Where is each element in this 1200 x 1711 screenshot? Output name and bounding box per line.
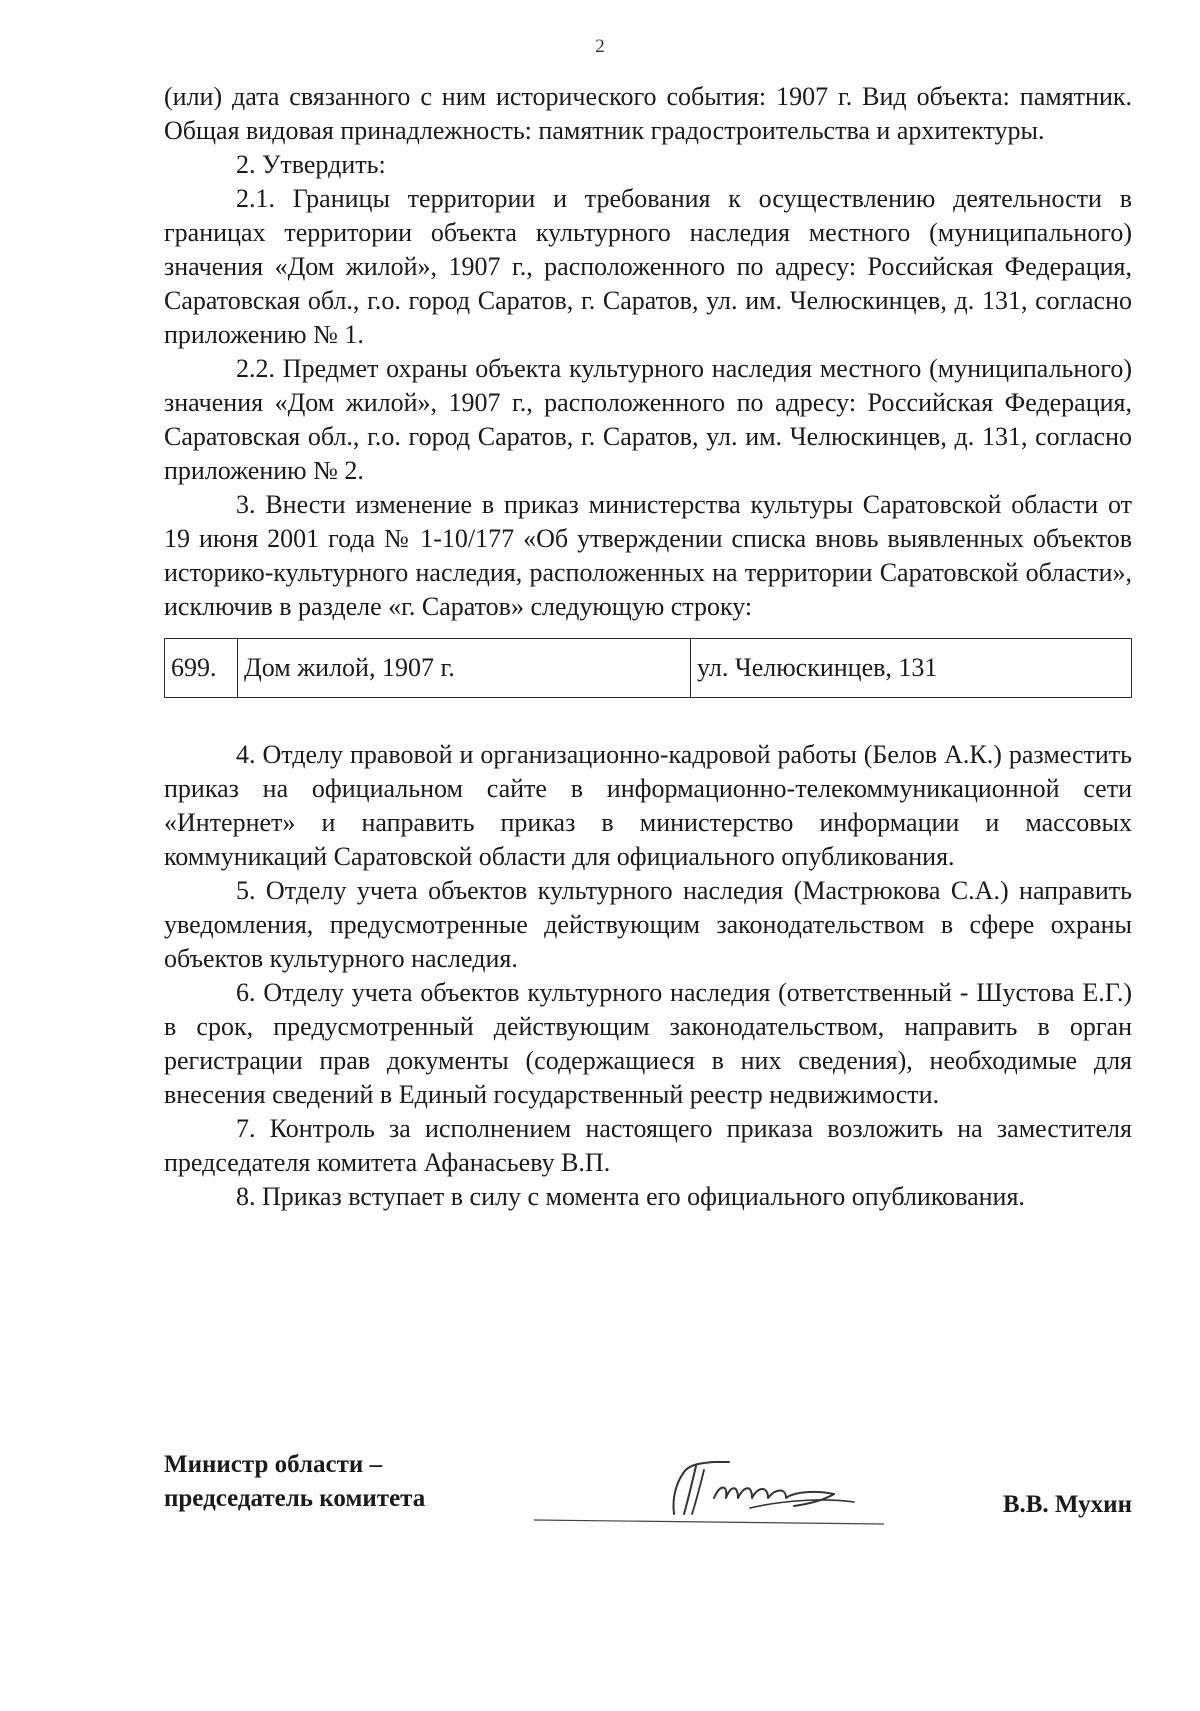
table-cell-address: ул. Челюскинцев, 131: [691, 639, 1132, 698]
paragraph-item-2: 2. Утвердить:: [236, 150, 386, 179]
table-cell-name: Дом жилой, 1907 г.: [238, 639, 691, 698]
table-cell-number: 699.: [165, 639, 238, 698]
excluded-object-table: [164, 638, 1132, 698]
paragraph-item-3: 3. Внести изменение в приказ министерства культуры Саратовской области от 19 июня 2001 года № 1-10/177 «Об утверждении списка вновь выявленных объектов историко-культурного наследия, расположенных на территории Саратовской области», исключив в разделе «г. Саратов» следующую строку:: [164, 490, 1132, 621]
paragraph-item-8: 8. Приказ вступает в силу с момента его официального опубликования.: [236, 1182, 1025, 1211]
page-number: 2: [595, 36, 605, 57]
signatory-title: [164, 1448, 425, 1516]
signatory-title-line-2: председатель комитета: [164, 1485, 426, 1512]
paragraph-item-6: 6. Отделу учета объектов культурного наследия (ответственный - Шустова Е.Г.) в срок, предусмотренный действующим законодательством, направить в орган регистрации прав документы (содержащиеся в них сведения), необходимые для внесения сведений в Единый государственный реестр недвижимости.: [164, 978, 1132, 1109]
signatory-name: В.В. Мухин: [1002, 1491, 1132, 1518]
table-row: [165, 639, 1132, 698]
paragraph-continuation: (или) дата связанного с ним исторического события: 1907 г. Вид объекта: памятник. Общая видовая принадлежность: памятник градостроительства и архитектуры.: [164, 82, 1132, 145]
document-body: [164, 80, 1132, 1214]
handwritten-signature: [524, 1448, 894, 1528]
paragraph-item-2-1: 2.1. Границы территории и требования к осуществлению деятельности в границах территории объекта культурного наследия местного (муниципального) значения «Дом жилой», 1907 г., расположенного по адресу: Российская Федерация, Саратовская обл., г.о. город Саратов, г. Саратов, ул. им. Челюскинцев, д. 131, согласно приложению № 1.: [164, 184, 1132, 349]
paragraph-item-2-2: 2.2. Предмет охраны объекта культурного наследия местного (муниципального) значения «Дом жилой», 1907 г., расположенного по адресу: Российская Федерация, Саратовская обл., г.о. город Саратов, г. Саратов, ул. им. Челюскинцев, д. 131, согласно приложению № 2.: [164, 354, 1132, 485]
signature-block: [164, 1448, 1132, 1538]
paragraph-item-7: 7. Контроль за исполнением настоящего приказа возложить на заместителя председателя комитета Афанасьеву В.П.: [164, 1114, 1132, 1177]
signatory-title-line-1: Министр области –: [164, 1451, 383, 1478]
paragraph-item-5: 5. Отделу учета объектов культурного наследия (Мастрюкова С.А.) направить уведомления, предусмотренные действующим законодательством в сфере охраны объектов культурного наследия.: [164, 876, 1132, 973]
paragraph-item-4: 4. Отделу правовой и организационно-кадровой работы (Белов А.К.) разместить приказ на официальном сайте в информационно-телекоммуникационной сети «Интернет» и направить приказ в министерство информации и массовых коммуникаций Саратовской области для официального опубликования.: [164, 740, 1132, 871]
